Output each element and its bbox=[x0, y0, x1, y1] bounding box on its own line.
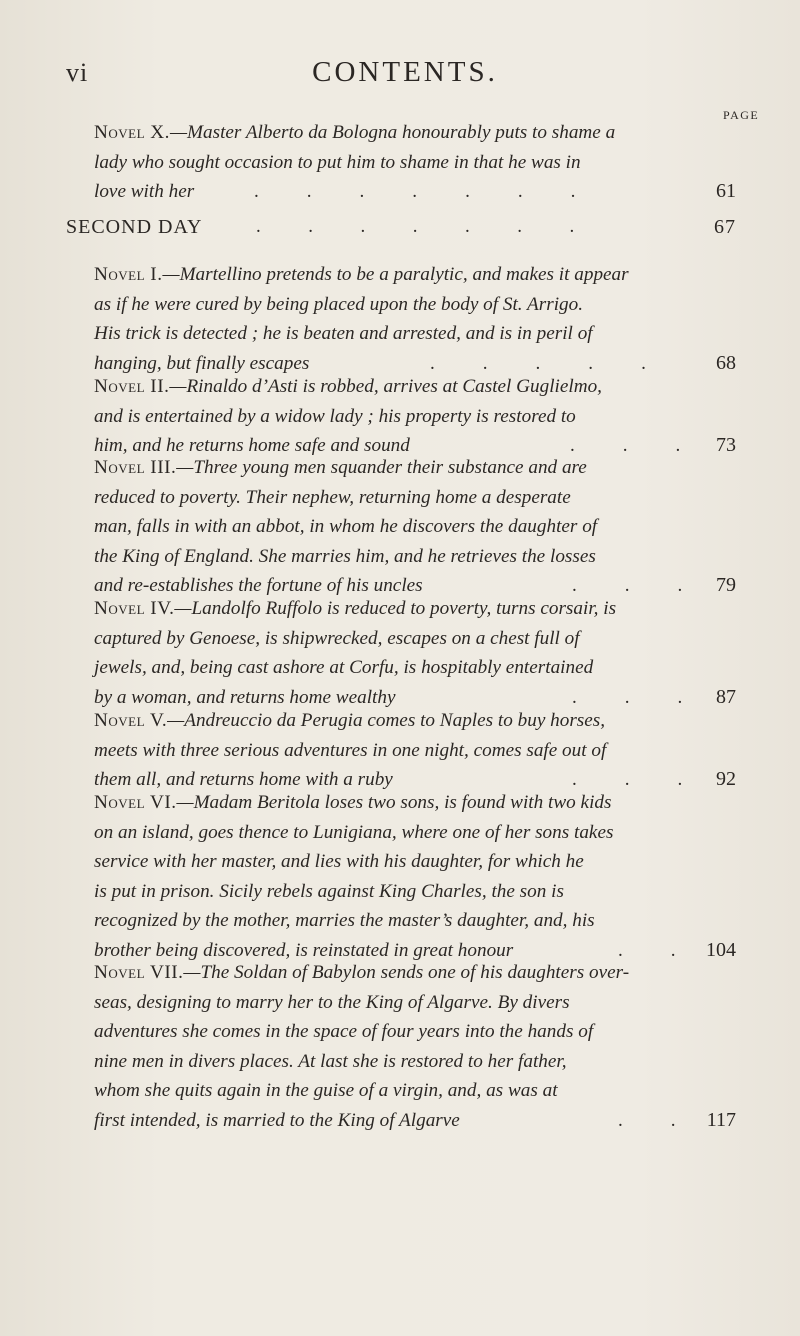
entry-line: him, and he returns home safe and sound bbox=[94, 435, 410, 456]
toc-entry-novel-iii[interactable]: Novel III.—Three young men squander their substance and are reduced to poverty. Their nephew, returning home a desperate man, falls in with an abbot, in whom he discovers the daughter of the King of England. She marries him, and he retrieves the losses and re-establishes the fortune of his uncles . . . 79 bbox=[94, 453, 736, 601]
toc-entry-novel-x[interactable]: Novel X.—Master Alberto da Bologna honourably puts to shame a lady who sought occasion to put him to shame in that he was in love with her . . . . . . . 61 bbox=[94, 118, 736, 207]
entry-line: on an island, goes thence to Lunigiana, where one of her sons takes bbox=[94, 821, 614, 843]
entry-label: Novel I. bbox=[94, 264, 163, 285]
entry-line: whom she quits again in the guise of a virgin, and, as was at bbox=[94, 1080, 558, 1101]
entry-page-number: 117 bbox=[706, 1108, 736, 1131]
entry-line: as if he were cured by being placed upon the body of St. Arrigo. bbox=[94, 293, 584, 315]
toc-entry-novel-i[interactable]: Novel I.—Martellino pretends to be a paralytic, and makes it appear as if he were cured by being placed upon the body of St. Arrigo. His trick is detected ; he is beaten and arrested, and is in peril of hanging, but finally escapes . . . . . 68 bbox=[94, 260, 736, 378]
entry-line: the King of England. She marries him, and he retrieves the losses bbox=[94, 545, 596, 567]
entry-line: Martellino pretends to be a paralytic, and makes it appear bbox=[179, 264, 629, 285]
entry-line: Landolfo Ruffolo is reduced to poverty, turns corsair, is bbox=[191, 598, 617, 619]
section-heading-second-day[interactable]: SECOND DAY . . . . . . . 67 bbox=[66, 216, 736, 238]
entry-line: by a woman, and returns home wealthy bbox=[94, 686, 396, 708]
section-title: SECOND DAY bbox=[66, 216, 203, 238]
entry-line: adventures she comes in the space of four years into the hands of bbox=[94, 1021, 594, 1042]
entry-line: The Soldan of Babylon sends one of his daughters over- bbox=[200, 962, 630, 983]
entry-line: lady who sought occasion to put him to shame in that he was in bbox=[94, 151, 581, 173]
page-folio: vi bbox=[66, 58, 89, 87]
entry-line: Andreuccio da Perugia comes to Naples to buy horses, bbox=[184, 710, 606, 731]
entry-page-number: 92 bbox=[716, 768, 736, 790]
entry-line: Rinaldo d’Asti is robbed, arrives at Castel Guglielmo, bbox=[186, 376, 602, 397]
entry-page-number: 87 bbox=[716, 685, 736, 708]
entry-page-number: 79 bbox=[716, 574, 736, 596]
entry-line: His trick is detected ; he is beaten and arrested, and is in peril of bbox=[94, 323, 593, 344]
toc-entry-novel-vi[interactable]: Novel VI.—Madam Beritola loses two sons, is found with two kids on an island, goes thence to Lunigiana, where one of her sons takes service with her master, and lies with his daughter, for which he is put in prison. Sicily rebels against King Charles, the son is recognized by the mother, marries the master’s daughter, and, his brother being discovered, is reinstated in great honour . . 104 bbox=[94, 788, 736, 965]
entry-page-number: 68 bbox=[716, 351, 736, 374]
entry-line: Madam Beritola loses two sons, is found with two kids bbox=[193, 792, 612, 813]
entry-line: hanging, but finally escapes bbox=[94, 352, 310, 374]
running-head-title: CONTENTS. bbox=[312, 56, 498, 88]
entry-label: Novel III. bbox=[94, 457, 177, 478]
toc-entry-novel-vii[interactable]: Novel VII.—The Soldan of Babylon sends one of his daughters over- seas, designing to marry her to the King of Algarve. By divers adventures she comes in the space of four years into the hands of nine men in divers places. At last she is restored to her father, whom she quits again in the guise of a virgin, and, as was at first intended, is married to the King of Algarve . . 117 bbox=[94, 958, 736, 1135]
entry-line: meets with three serious adventures in one night, comes safe out of bbox=[94, 739, 607, 761]
entry-line: first intended, is married to the King of Algarve bbox=[94, 1109, 460, 1131]
entry-line: and is entertained by a widow lady ; his property is restored to bbox=[94, 405, 576, 427]
entry-line: Master Alberto da Bologna honourably puts to shame a bbox=[187, 122, 616, 143]
entry-line: brother being discovered, is reinstated in great honour bbox=[94, 939, 514, 961]
entry-line: love with her bbox=[94, 181, 195, 202]
toc-entry-novel-v[interactable]: Novel V.—Andreuccio da Perugia comes to Naples to buy horses, meets with three serious adventures in one night, comes safe out of them all, and returns home with a ruby . . . 92 bbox=[94, 706, 736, 795]
entry-line: Three young men squander their substance and are bbox=[193, 457, 587, 478]
entry-page-number: 104 bbox=[706, 938, 736, 961]
entry-label: Novel VII. bbox=[94, 962, 184, 983]
entry-line: nine men in divers places. At last she is restored to her father, bbox=[94, 1050, 567, 1072]
entry-line: captured by Genoese, is shipwrecked, escapes on a chest full of bbox=[94, 627, 580, 649]
entry-line: them all, and returns home with a ruby bbox=[94, 769, 393, 790]
toc-entry-novel-ii[interactable]: Novel II.—Rinaldo d’Asti is robbed, arrives at Castel Guglielmo, and is entertained by a widow lady ; his property is restored to him, and he returns home safe and sound . . . 73 bbox=[94, 372, 736, 461]
entry-line: jewels, and, being cast ashore at Corfu, is hospitably entertained bbox=[94, 657, 594, 678]
entry-line: recognized by the mother, marries the master’s daughter, and, his bbox=[94, 910, 595, 931]
entry-label: Novel V. bbox=[94, 710, 168, 731]
section-page-number: 67 bbox=[714, 216, 736, 238]
page-column-label: PAGE bbox=[723, 108, 760, 122]
entry-line: reduced to poverty. Their nephew, returning home a desperate bbox=[94, 486, 571, 508]
toc-entry-novel-iv[interactable]: Novel IV.—Landolfo Ruffolo is reduced to poverty, turns corsair, is captured by Genoese, is shipwrecked, escapes on a chest full of jewels, and, being cast ashore at Corfu, is hospitably entertained by a woman, and returns home wealthy . . . 87 bbox=[94, 594, 736, 712]
entry-line: man, falls in with an abbot, in whom he discovers the daughter of bbox=[94, 516, 598, 537]
entry-line: seas, designing to marry her to the King of Algarve. By divers bbox=[94, 991, 570, 1013]
entry-label: Novel IV. bbox=[94, 598, 175, 619]
entry-label: Novel X. bbox=[94, 122, 170, 143]
entry-page-number: 61 bbox=[716, 180, 736, 202]
entry-label: Novel II. bbox=[94, 376, 170, 397]
entry-line: is put in prison. Sicily rebels against King Charles, the son is bbox=[94, 880, 564, 902]
entry-line: and re-establishes the fortune of his uncles bbox=[94, 575, 423, 596]
entry-line: service with her master, and lies with his daughter, for which he bbox=[94, 851, 584, 872]
entry-label: Novel VI. bbox=[94, 792, 177, 813]
entry-page-number: 73 bbox=[716, 434, 736, 456]
